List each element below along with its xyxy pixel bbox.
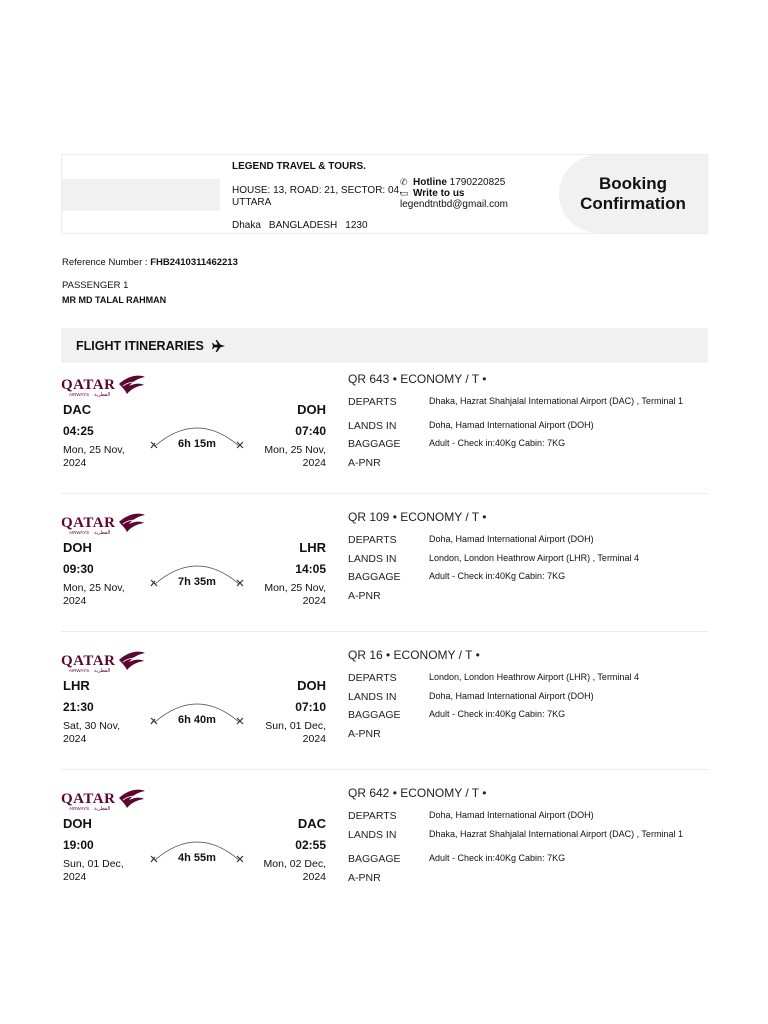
apnr-label: A-PNR <box>348 872 381 884</box>
baggage-value: Adult - Check in:40Kg Cabin: 7KG <box>429 571 566 581</box>
departs-label: DEPARTS <box>348 396 397 408</box>
flight-number-class: QR 16 • ECONOMY / T • <box>348 648 480 662</box>
hotline-label: Hotline <box>413 177 447 188</box>
svg-text:QATAR: QATAR <box>61 791 116 807</box>
header-logo-area <box>62 179 220 211</box>
flight-segment <box>61 780 708 908</box>
agency-header <box>61 154 708 234</box>
svg-text:QATAR: QATAR <box>61 515 116 531</box>
departs-value: Dhaka, Hazrat Shahjalal International Airport (DAC) , Terminal 1 <box>429 396 683 406</box>
departure-code: DAC <box>63 402 92 417</box>
departure-date: Sat, 30 Nov, 2024 <box>63 720 121 745</box>
arrival-time: 02:55 <box>295 838 326 852</box>
arrival-date: Mon, 25 Nov, 2024 <box>264 582 326 607</box>
svg-text:AIRWAYS: AIRWAYS <box>69 806 90 811</box>
qatar-airways-logo <box>61 788 147 812</box>
itineraries-header <box>61 328 708 363</box>
company-info <box>232 161 402 232</box>
baggage-label: BAGGAGE <box>348 709 401 721</box>
message-icon: ▭ <box>400 188 409 198</box>
flight-number-class: QR 109 • ECONOMY / T • <box>348 510 487 524</box>
flight-segment <box>61 504 708 632</box>
baggage-value: Adult - Check in:40Kg Cabin: 7KG <box>429 709 566 719</box>
flight-duration: 4h 55m <box>178 852 216 864</box>
baggage-value: Adult - Check in:40Kg Cabin: 7KG <box>429 438 566 448</box>
flight-duration: 6h 15m <box>178 438 216 450</box>
company-address: HOUSE: 13, ROAD: 21, SECTOR: 04, UTTARA <box>232 185 402 208</box>
arrival-code: DOH <box>297 402 326 417</box>
departure-time: 19:00 <box>63 838 94 852</box>
departs-value: London, London Heathrow Airport (LHR) , Terminal 4 <box>429 672 639 682</box>
arrival-code: LHR <box>299 540 326 555</box>
lands-value: London, London Heathrow Airport (LHR) , Terminal 4 <box>429 553 639 563</box>
departure-code: DOH <box>63 816 92 831</box>
arrival-time: 07:10 <box>295 700 326 714</box>
departs-label: DEPARTS <box>348 810 397 822</box>
flight-segment <box>61 642 708 770</box>
company-city: Dhaka <box>232 220 261 231</box>
contact-email[interactable]: legendtntbd@gmail.com <box>400 199 508 210</box>
hotline-number[interactable]: 1790220825 <box>449 177 506 188</box>
write-label: Write to us <box>413 188 465 199</box>
arrival-date: Mon, 02 Dec, 2024 <box>263 858 326 883</box>
passenger-label: PASSENGER 1 <box>62 280 129 291</box>
qatar-airways-logo <box>61 650 147 674</box>
baggage-label: BAGGAGE <box>348 438 401 450</box>
svg-text:QATAR: QATAR <box>61 377 116 393</box>
svg-text:القطرية: القطرية <box>94 392 111 398</box>
svg-text:AIRWAYS: AIRWAYS <box>69 392 90 397</box>
departs-label: DEPARTS <box>348 534 397 546</box>
company-postcode: 1230 <box>345 220 368 231</box>
itineraries-title: FLIGHT ITINERARIES <box>76 338 204 353</box>
departs-value: Doha, Hamad International Airport (DOH) <box>429 534 594 544</box>
svg-text:القطرية: القطرية <box>94 668 111 674</box>
arrival-time: 07:40 <box>295 424 326 438</box>
svg-text:القطرية: القطرية <box>94 806 111 812</box>
lands-label: LANDS IN <box>348 553 397 565</box>
lands-label: LANDS IN <box>348 691 397 703</box>
contact-info <box>400 177 560 210</box>
baggage-value: Adult - Check in:40Kg Cabin: 7KG <box>429 853 566 863</box>
reference-label: Reference Number : <box>62 257 148 268</box>
svg-text:QATAR: QATAR <box>61 653 116 669</box>
lands-label: LANDS IN <box>348 420 397 432</box>
apnr-label: A-PNR <box>348 728 381 740</box>
lands-value: Doha, Hamad International Airport (DOH) <box>429 420 594 430</box>
arrival-time: 14:05 <box>295 562 326 576</box>
lands-value: Dhaka, Hazrat Shahjalal International Airport (DAC) , Terminal 1 <box>429 829 683 839</box>
airplane-icon <box>211 338 227 354</box>
reference-line <box>62 257 238 268</box>
departs-label: DEPARTS <box>348 672 397 684</box>
company-country: BANGLADESH <box>268 220 338 231</box>
svg-text:AIRWAYS: AIRWAYS <box>69 668 90 673</box>
departs-value: Doha, Hamad International Airport (DOH) <box>429 810 594 820</box>
arrival-code: DAC <box>297 816 326 831</box>
svg-text:القطرية: القطرية <box>94 530 111 536</box>
flight-duration: 7h 35m <box>178 576 216 588</box>
departure-date: Sun, 01 Dec, 2024 <box>63 858 124 883</box>
phone-icon: ✆ <box>400 177 408 187</box>
departure-code: LHR <box>63 678 90 693</box>
flight-number-class: QR 643 • ECONOMY / T • <box>348 372 487 386</box>
booking-confirmation-box <box>559 155 707 233</box>
flight-segment <box>61 366 708 494</box>
passenger-name: MR MD TALAL RAHMAN <box>62 295 167 305</box>
flight-duration: 6h 40m <box>178 714 216 726</box>
departure-date: Mon, 25 Nov, 2024 <box>63 582 125 607</box>
lands-value: Doha, Hamad International Airport (DOH) <box>429 691 594 701</box>
departure-date: Mon, 25 Nov, 2024 <box>63 444 125 469</box>
apnr-label: A-PNR <box>348 590 381 602</box>
apnr-label: A-PNR <box>348 457 381 469</box>
qatar-airways-logo <box>61 374 147 398</box>
company-name: LEGEND TRAVEL & TOURS. <box>232 161 366 172</box>
departure-time: 09:30 <box>63 562 94 576</box>
svg-text:AIRWAYS: AIRWAYS <box>69 530 90 535</box>
arrival-code: DOH <box>297 678 326 693</box>
booking-title: Booking Confirmation <box>580 174 686 213</box>
departure-time: 04:25 <box>63 424 94 438</box>
arrival-date: Mon, 25 Nov, 2024 <box>264 444 326 469</box>
company-city-line <box>232 220 402 232</box>
reference-number: FHB2410311462213 <box>150 257 238 268</box>
arrival-date: Sun, 01 Dec, 2024 <box>265 720 326 745</box>
departure-time: 21:30 <box>63 700 94 714</box>
baggage-label: BAGGAGE <box>348 853 401 865</box>
flight-number-class: QR 642 • ECONOMY / T • <box>348 786 487 800</box>
baggage-label: BAGGAGE <box>348 571 401 583</box>
lands-label: LANDS IN <box>348 829 397 841</box>
qatar-airways-logo <box>61 512 147 536</box>
departure-code: DOH <box>63 540 92 555</box>
